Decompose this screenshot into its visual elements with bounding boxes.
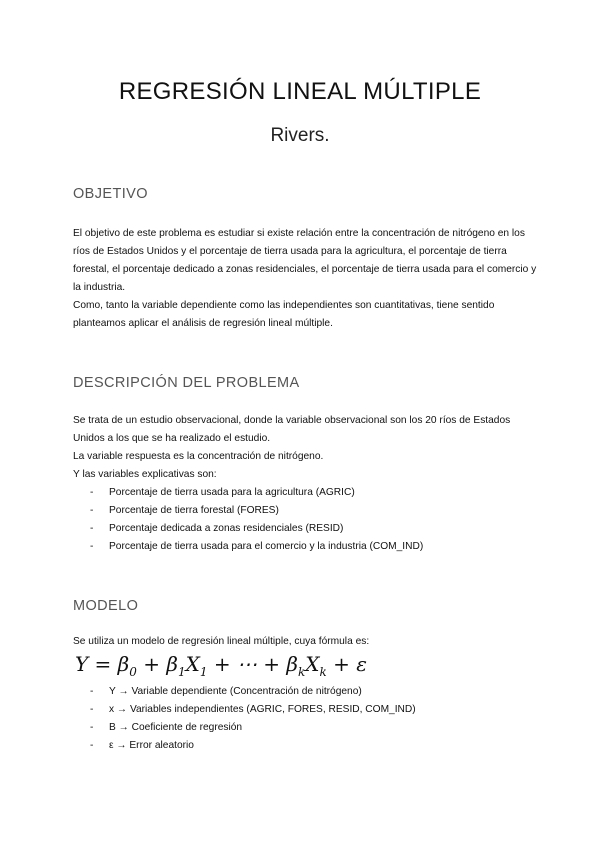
formula-subscript: 1 [199, 665, 208, 679]
formula-part: + ⋯ + β [207, 652, 298, 676]
document-subtitle: Rivers. [270, 125, 330, 146]
formula-subscript: k [319, 665, 327, 679]
list-item: - Porcentaje dedicada a zonas residenciales (RESID) [73, 520, 543, 538]
formula-part: + ε [326, 652, 368, 676]
objetivo-paragraph: El objetivo de este problema es estudiar si existe relación entre la concentración de nitrógeno en los ríos de Estados Unidos y el porcentaje de tierra usada para la agricultura, el porcentaje de tierra forestal, el porcentaje dedicado a zonas residenciales, el porcentaje de tierra usada para el comercio y la industria. [73, 228, 537, 293]
regression-formula [75, 652, 367, 679]
formula-subscript: k [297, 665, 306, 679]
section-heading-objetivo: OBJETIVO [73, 186, 148, 202]
descripcion-paragraph-2: La variable respuesta es la concentración de nitrógeno. [73, 451, 324, 462]
variables-list [73, 484, 543, 556]
list-item: - Β → Coeficiente de regresión [73, 719, 543, 737]
modelo-intro: Se utiliza un modelo de regresión lineal múltiple, cuya fórmula es: [73, 636, 370, 647]
formula-subscript: 1 [177, 665, 186, 679]
formula-part: X [185, 652, 200, 676]
document-title: REGRESIÓN LINEAL MÚLTIPLE [118, 78, 482, 105]
list-item: - x → Variables independientes (AGRIC, FORES, RESID, COM_IND) [73, 701, 543, 719]
list-item: - Y → Variable dependiente (Concentración de nitrógeno) [73, 683, 543, 701]
modelo-list-wrapper [73, 683, 543, 755]
descripcion-paragraph-3: Y las variables explicativas son: [73, 469, 217, 480]
section-heading-descripcion: DESCRIPCIÓN DEL PROBLEMA [73, 375, 300, 391]
descripcion-paragraph: Se trata de un estudio observacional, donde la variable observacional son los 20 ríos de Estados Unidos a los que se ha realizado el estudio. [73, 415, 511, 444]
list-item: - Porcentaje de tierra usada para el comercio y la industria (COM_IND) [73, 538, 543, 556]
objetivo-body [73, 225, 543, 333]
list-item: - ε → Error aleatorio [73, 737, 543, 755]
formula-subscript: 0 [129, 665, 137, 679]
formula-part: + β [136, 652, 178, 676]
list-item: - Porcentaje de tierra forestal (FORES) [73, 502, 543, 520]
objetivo-paragraph-2: Como, tanto la variable dependiente como las independientes son cuantitativas, tiene sentido planteamos aplicar el análisis de regresión lineal múltiple. [73, 300, 495, 329]
formula-part: X [305, 652, 320, 676]
list-item: - Porcentaje de tierra usada para la agricultura (AGRIC) [73, 484, 543, 502]
section-heading-modelo: MODELO [73, 598, 139, 614]
descripcion-body [73, 412, 543, 556]
formula-part: Y = β [75, 652, 130, 676]
model-terms-list [73, 683, 543, 755]
